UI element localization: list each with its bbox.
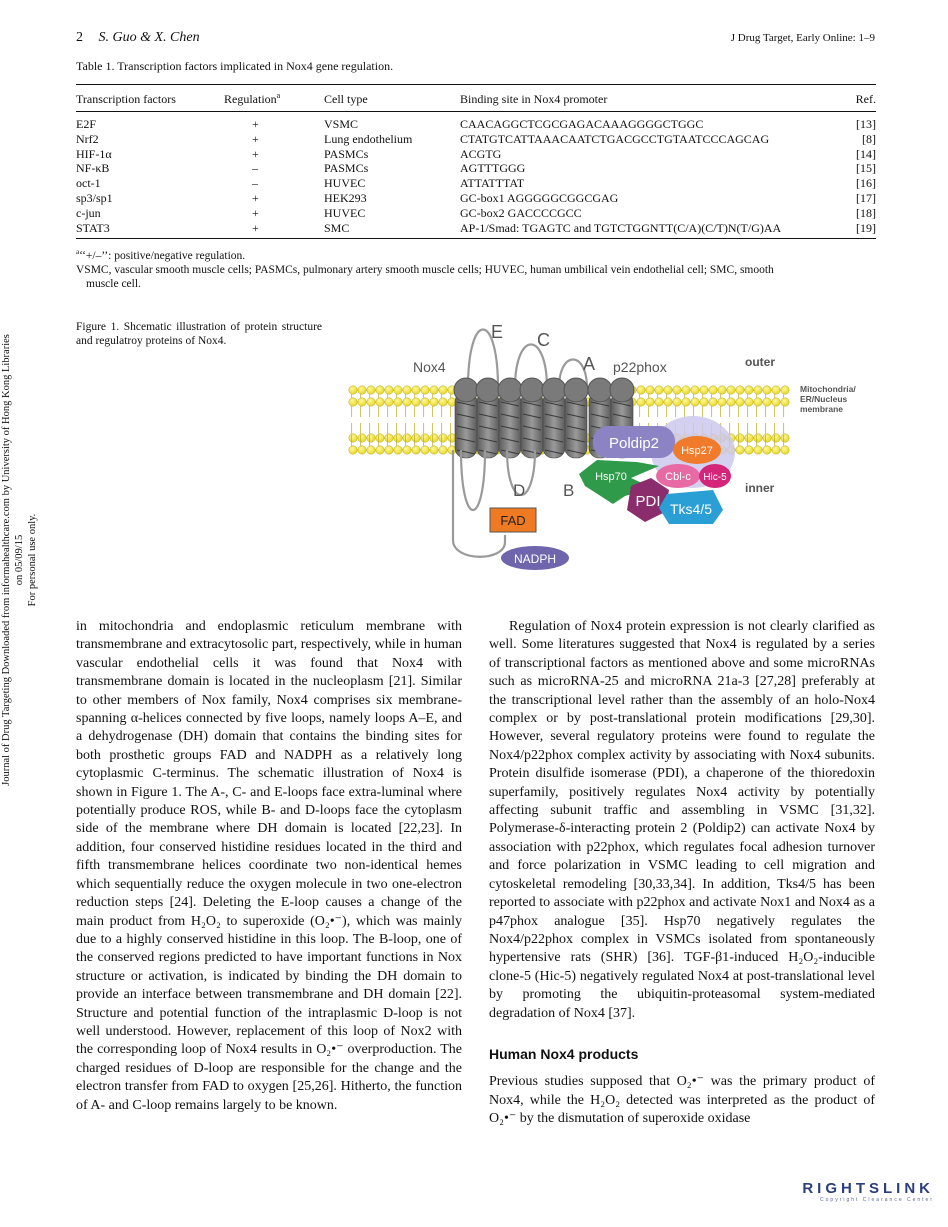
lipid-head-top-outer — [385, 386, 393, 394]
tks-label: Tks4/5 — [669, 501, 713, 517]
section-heading: Human Nox4 products — [489, 1045, 639, 1062]
lipid-head-top-outer — [376, 386, 384, 394]
lipid-head-bottom-outer — [394, 446, 402, 454]
table-footnote-abbreviations — [76, 263, 876, 291]
table-row — [76, 147, 876, 162]
lipid-head-top-outer — [736, 386, 744, 394]
footnote-a-text: ‘‘+/–’’: positive/negative regulation. — [79, 249, 246, 262]
lipid-head-top-outer — [637, 386, 645, 394]
cell-transcription-factor: HIF-1α — [76, 146, 112, 161]
lipid-head-top-outer — [358, 386, 366, 394]
lipid-head-top-outer — [430, 386, 438, 394]
rightslink-subtitle: Copyright Clearance Center — [820, 1197, 934, 1203]
table-row — [76, 191, 876, 206]
lipid-head-top-outer — [673, 386, 681, 394]
cell-binding-site: GC-box2 GACCCCGCC — [460, 205, 582, 220]
lipid-head-bottom-inner — [772, 434, 780, 442]
lipid-head-bottom-inner — [421, 434, 429, 442]
lipid-head-top-inner — [376, 398, 384, 406]
cell-binding-site: GC-box1 AGGGGGCGGCGAG — [460, 190, 619, 205]
lipid-head-top-inner — [682, 398, 690, 406]
lipid-head-top-inner — [394, 398, 402, 406]
lipid-head-bottom-outer — [754, 446, 762, 454]
footnote-abbrev-line1: VSMC, vascular smooth muscle cells; PASMCs, pulmonary artery smooth muscle cells; HUVEC, human umbilical vein endothelial cell; SMC, smooth — [76, 264, 774, 276]
label-loop-e: E — [491, 322, 504, 342]
helix-cap — [588, 378, 612, 402]
helix-cap — [476, 378, 500, 402]
lipid-head-bottom-outer — [736, 446, 744, 454]
lipid-head-top-inner — [646, 398, 654, 406]
col-header-regulation-text: Regulation — [224, 92, 277, 106]
lipid-head-top-outer — [439, 386, 447, 394]
lipid-head-top-inner — [439, 398, 447, 406]
cell-regulation: + — [252, 117, 259, 131]
cell-transcription-factor: sp3/sp1 — [76, 190, 113, 205]
label-loop-b: B — [563, 481, 575, 500]
lipid-head-top-inner — [673, 398, 681, 406]
lipid-head-top-outer — [403, 386, 411, 394]
running-header-left — [76, 30, 200, 46]
lipid-head-bottom-outer — [358, 446, 366, 454]
cell-transcription-factor: oct-1 — [76, 176, 101, 191]
lipid-head-bottom-inner — [439, 434, 447, 442]
label-p22phox: p22phox — [613, 359, 667, 375]
page-number: 2 — [76, 30, 83, 45]
label-loop-d: D — [513, 481, 526, 500]
lipid-head-top-inner — [754, 398, 762, 406]
lipid-head-top-outer — [763, 386, 771, 394]
lipid-head-top-inner — [385, 398, 393, 406]
fad-label: FAD — [500, 513, 526, 528]
cell-ref: [19] — [851, 221, 876, 239]
lipid-head-top-outer — [745, 386, 753, 394]
lipid-head-bottom-outer — [349, 446, 357, 454]
cblc-label: Cbl-c — [665, 471, 691, 483]
cell-cell-type: HEK293 — [324, 190, 367, 205]
lipid-head-top-outer — [664, 386, 672, 394]
lipid-head-bottom-inner — [376, 434, 384, 442]
lipid-head-bottom-outer — [781, 446, 789, 454]
cell-transcription-factor: NF-κB — [76, 161, 110, 176]
cell-regulation: + — [252, 205, 259, 220]
lipid-head-top-inner — [781, 398, 789, 406]
lipid-head-top-outer — [754, 386, 762, 394]
rightslink-logo — [802, 1180, 934, 1203]
lipid-head-top-inner — [349, 398, 357, 406]
lipid-head-top-inner — [358, 398, 366, 406]
cell-ref: [14] — [856, 146, 876, 161]
cell-cell-type: PASMCs — [324, 161, 369, 176]
label-membrane-3: membrane — [800, 404, 843, 414]
cell-binding-site: CAACAGGCTCGCGAGACAAAGGGGCTGGC — [460, 117, 704, 131]
loop-d-path — [461, 450, 485, 510]
cell-regulation: + — [252, 131, 259, 146]
cell-binding-site: AGTTTGGG — [460, 161, 526, 176]
lipid-head-top-outer — [412, 386, 420, 394]
lipid-head-bottom-inner — [736, 434, 744, 442]
lipid-head-bottom-outer — [412, 446, 420, 454]
col-header-cell: Cell type — [324, 85, 460, 112]
helix-cap — [564, 378, 588, 402]
cell-cell-type: VSMC — [324, 117, 359, 131]
lipid-head-bottom-outer — [421, 446, 429, 454]
lipid-head-bottom-inner — [358, 434, 366, 442]
lipid-head-top-inner — [412, 398, 420, 406]
lipid-head-bottom-inner — [403, 434, 411, 442]
cell-binding-site: ACGTG — [460, 146, 502, 161]
cell-transcription-factor: Nrf2 — [76, 131, 99, 146]
cell-cell-type: Lung endothelium — [324, 131, 413, 146]
rightslink-wordmark: RIGHTSLINK — [802, 1180, 934, 1197]
lipid-head-top-outer — [781, 386, 789, 394]
cell-cell-type: PASMCs — [324, 146, 369, 161]
regulation-paragraph: Regulation of Nox4 protein expression is not clearly clarified as well. Some literatures suggested that Nox4 is regulated by a series of transcriptional factors as mentioned above and some microRNAs such as microRNA-25 and microRNA 21a-3 [27,28] preferably at the transcriptional level rather than the assembly of an holo-Nox4 complex or by post-translational protein modifications [29,30]. However, several regulatory proteins were found to regulate the Nox4/p22phox complex activity by associating with Nox4 subunits. Protein disulfide isomerase (PDI), a chaperone of the thioredoxin superfamily, positively regulates Nox4 activity by potentially affecting subunit traffic and assembling in VSMC [31,32]. Polymerase-δ-interacting protein 2 (Poldip2) can activate Nox4 by association with p22phox, which regulates focal adhesion turnover and force polarization in VSMC leading to cell migration and cytoskeletal remodeling [30,33,34]. In addition, Tks4/5 has been reported to associate with p22phox and activate Nox1 and Nox4 as a p47phox analogue [35]. Hsp70 negatively regulates the Nox4/p22phox complex in VSMCs isolated from spontaneously hypertensive rats (SHR) [36]. TGF-β1-induced H₂O₂-inducible clone-5 (Hic-5) negatively regulated Nox4 at post-translational level by promoting the ubiquitin-proteasomal system-mediated degradation of Nox4 [37]. — [489, 619, 875, 1021]
helix-cap — [520, 378, 544, 402]
lipid-head-bottom-outer — [367, 446, 375, 454]
lipid-head-top-outer — [367, 386, 375, 394]
lipid-head-bottom-inner — [754, 434, 762, 442]
lipid-head-bottom-outer — [745, 446, 753, 454]
cell-ref: [15] — [856, 161, 876, 176]
lipid-head-bottom-inner — [430, 434, 438, 442]
table-caption: Table 1. Transcription factors implicated in Nox4 gene regulation. — [76, 59, 394, 73]
col-header-regulation-sup: a — [276, 91, 281, 100]
col-header-regulation — [224, 85, 324, 112]
lipid-head-bottom-inner — [745, 434, 753, 442]
cell-regulation: + — [224, 221, 324, 239]
download-side-note — [0, 330, 40, 790]
side-note-line1: Journal of Drug Targeting Downloaded from informahealthcare.com by University of Hong Kong Libraries on 05/09/15 — [1, 334, 25, 786]
lipid-head-top-inner — [772, 398, 780, 406]
side-note-text — [0, 330, 39, 790]
lipid-head-top-inner — [709, 398, 717, 406]
left-column-paragraph: in mitochondria and endoplasmic reticulum membrane with transmembrane and extracytosolic part, respectively, while in human vascular endothelial cells it was found that Nox4 with transmembrane domain is located in the nucleoplasm [21]. Similar to other members of Nox family, Nox4 comprises six membrane-spanning α-helices connected by five loops, namely loops A–E, and a dehydrogenase (DH) domain that contains the binding sites for both prosthetic groups FAD and NADPH as a relatively long cytoplasmic C-terminus. The schematic illustration of Nox4 is shown in Figure 1. The A-, C- and E-loops face extra-luminal where potentially produce ROS, while B- and D-loops face the cytoplasm side of the membrane where DH domain is located [22,23]. In addition, four conserved histidine residues located in the third and fifth transmembrane helices coordinate two non-identical hemes which sequentially reduce the oxygen molecule in two one-electron reduction steps [24]. Deleting the E-loop causes a change of the main product from H₂O₂ to superoxide (O₂•⁻), which was mainly due to a highly conserved histidine in this loop. The B-loop, one of the conserved regions predicted to have important functions in Nox structure or activation, is indicated by binding the DH domain to provide an interface between transmembrane and DH domain [22]. Structure and potential function of the intraplasmic D-loop is not well understood. However, replacement of this loop of Nox2 with the corresponding loop of Nox4 results in O₂•⁻ overproduction. The charged residues of D-loop are responsible for the change and the electron transfer from FAD to oxygen [25,26]. Hitherto, the function of A- and C-loop remains largely to be known. — [76, 619, 462, 1113]
label-membrane-2: ER/Nucleus — [800, 394, 848, 404]
lipid-head-top-inner — [664, 398, 672, 406]
helix-cap — [498, 378, 522, 402]
label-inner: inner — [745, 481, 775, 495]
lipid-head-top-inner — [655, 398, 663, 406]
cell-ref: [8] — [862, 131, 876, 146]
transcription-factor-table — [76, 84, 876, 239]
cell-binding-site: CTATGTCATTAAACAATCTGACGCCTGTAATCCCAGCAG — [460, 131, 770, 146]
cell-cell-type: HUVEC — [324, 205, 366, 220]
lipid-head-top-inner — [691, 398, 699, 406]
lipid-head-top-inner — [727, 398, 735, 406]
cell-regulation: + — [252, 146, 259, 161]
table-row — [76, 206, 876, 221]
cell-regulation: + — [252, 190, 259, 205]
lipid-head-top-outer — [700, 386, 708, 394]
helix-cap — [454, 378, 478, 402]
cell-transcription-factor: c-jun — [76, 205, 101, 220]
table-header-row — [76, 85, 876, 112]
cell-transcription-factor: STAT3 — [76, 221, 224, 239]
hsp27-label: Hsp27 — [681, 445, 713, 457]
lipid-head-top-inner — [700, 398, 708, 406]
col-header-site: Binding site in Nox4 promoter — [460, 85, 851, 112]
lipid-head-top-inner — [430, 398, 438, 406]
cell-binding-site: ATTATTTAT — [460, 176, 525, 191]
lipid-head-bottom-outer — [430, 446, 438, 454]
lipid-head-top-inner — [763, 398, 771, 406]
table-row — [76, 132, 876, 147]
lipid-head-bottom-outer — [439, 446, 447, 454]
cell-ref: [16] — [856, 176, 876, 191]
col-header-tf: Transcription factors — [76, 85, 224, 112]
label-nox4: Nox4 — [413, 359, 446, 375]
cell-cell-type: SMC — [324, 221, 460, 239]
lipid-head-top-inner — [637, 398, 645, 406]
intracellular-loops — [453, 450, 535, 557]
lipid-head-bottom-inner — [367, 434, 375, 442]
label-membrane-1: Mitochondria/ — [800, 384, 856, 394]
pdi-label: PDI — [635, 493, 661, 510]
products-paragraph: Previous studies supposed that O₂•⁻ was the primary product of Nox4, while the H₂O₂ detected was interpreted as the product of O₂•⁻ by the dismutation of superoxide oxidase — [489, 1074, 875, 1127]
lipid-head-bottom-inner — [412, 434, 420, 442]
lipid-head-top-outer — [421, 386, 429, 394]
lipid-head-bottom-outer — [385, 446, 393, 454]
lipid-head-bottom-outer — [763, 446, 771, 454]
lipid-head-top-inner — [736, 398, 744, 406]
poldip2-label: Poldip2 — [608, 435, 660, 452]
lipid-head-top-inner — [421, 398, 429, 406]
journal-citation: J Drug Target, Early Online: 1–9 — [730, 32, 875, 44]
lipid-head-bottom-outer — [376, 446, 384, 454]
hic5-label: Hic-5 — [703, 472, 727, 483]
cell-regulation: – — [252, 161, 258, 176]
cell-regulation: – — [252, 176, 258, 191]
lipid-head-bottom-inner — [385, 434, 393, 442]
cell-ref: [18] — [856, 205, 876, 220]
lipid-head-bottom-inner — [394, 434, 402, 442]
cell-binding-site: AP-1/Smad: TGAGTC and TGTCTGGNTT(C/A)(C/T)N(T/G)AA — [460, 221, 851, 239]
table-row — [76, 221, 876, 239]
lipid-head-top-inner — [718, 398, 726, 406]
table-row — [76, 161, 876, 176]
cell-transcription-factor: E2F — [76, 117, 97, 131]
table-row — [76, 176, 876, 191]
helix-cap — [542, 378, 566, 402]
col-header-ref: Ref. — [851, 85, 876, 112]
lipid-head-top-outer — [646, 386, 654, 394]
lipid-head-top-outer — [727, 386, 735, 394]
lipid-head-bottom-inner — [763, 434, 771, 442]
hsp70-label: Hsp70 — [595, 471, 627, 483]
side-note-line2: For personal use only. — [27, 513, 38, 607]
figure-caption: Figure 1. Shcematic illustration of protein structure and regulatroy proteins of Nox4. — [76, 321, 322, 347]
lipid-head-bottom-inner — [781, 434, 789, 442]
lipid-head-top-outer — [691, 386, 699, 394]
table-row — [76, 112, 876, 132]
label-loop-c: C — [537, 330, 550, 350]
table-footnote-a — [76, 248, 245, 262]
table-body — [76, 112, 876, 239]
cell-ref: [13] — [856, 117, 876, 131]
helix-cap — [610, 378, 634, 402]
lipid-head-top-inner — [403, 398, 411, 406]
lipid-head-bottom-outer — [772, 446, 780, 454]
lipid-head-top-outer — [718, 386, 726, 394]
lipid-head-top-outer — [709, 386, 717, 394]
footnote-abbrev-line2: muscle cell. — [86, 278, 141, 290]
lipid-head-top-inner — [745, 398, 753, 406]
lipid-head-bottom-outer — [403, 446, 411, 454]
lipid-head-top-outer — [349, 386, 357, 394]
lipid-head-top-inner — [367, 398, 375, 406]
nox4-schematic-figure — [335, 310, 875, 580]
cell-cell-type: HUVEC — [324, 176, 366, 191]
left-column — [76, 618, 462, 1115]
lipid-head-bottom-inner — [349, 434, 357, 442]
label-loop-a: A — [583, 354, 596, 374]
nadph-label: NADPH — [513, 552, 557, 566]
lipid-head-top-outer — [682, 386, 690, 394]
right-column — [489, 618, 875, 1129]
lipid-head-top-outer — [394, 386, 402, 394]
footnote-a-mark: a — [76, 248, 80, 256]
cell-ref: [17] — [856, 190, 876, 205]
label-outer: outer — [745, 355, 775, 369]
lipid-head-top-outer — [772, 386, 780, 394]
running-authors: S. Guo & X. Chen — [98, 30, 200, 45]
lipid-head-top-outer — [655, 386, 663, 394]
